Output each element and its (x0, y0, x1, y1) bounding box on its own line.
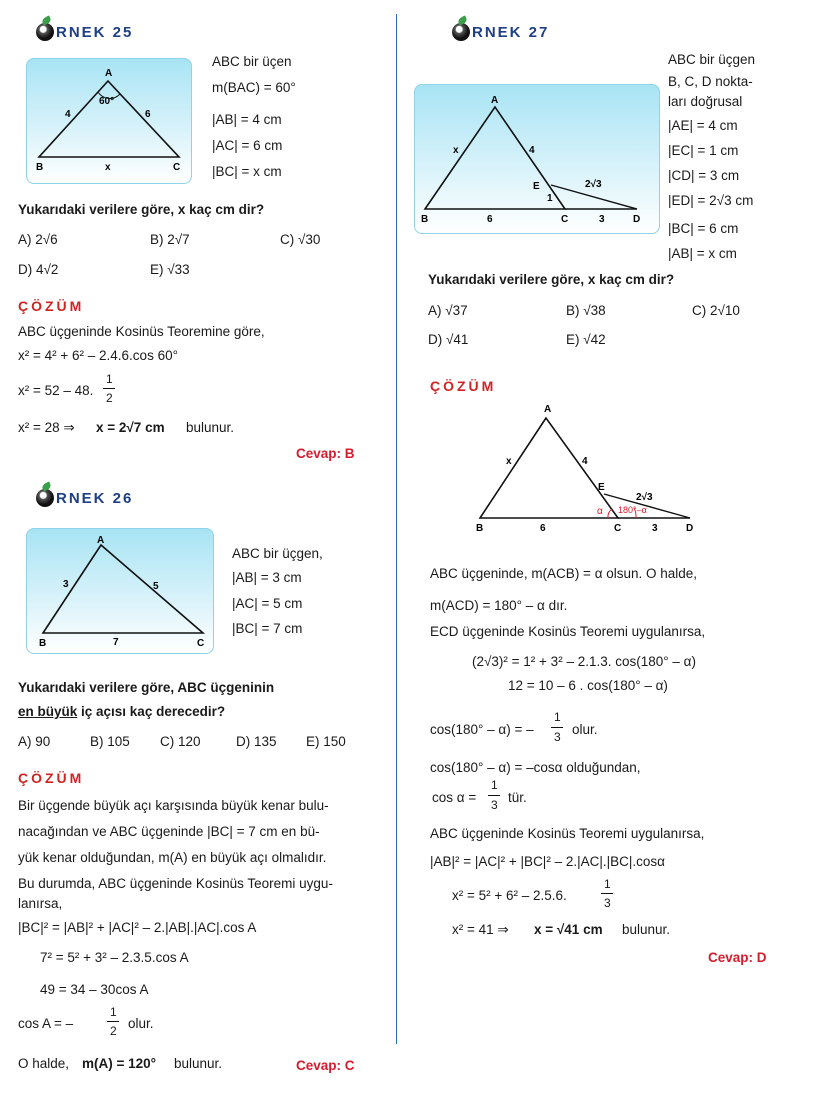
given-25-1: m(BAC) = 60° (212, 80, 296, 95)
choice-26-d: D) 135 (236, 734, 277, 749)
sol-27-line-19: x² = 41 ⇒ (452, 922, 509, 937)
frac-26-bar (107, 1021, 119, 1022)
label-a: A (105, 68, 113, 79)
label-ae: 4 (582, 456, 588, 467)
sol-26-line-7: 49 = 34 – 30cos A (40, 982, 149, 997)
label-ed: 2√3 (636, 492, 653, 503)
answer-26: Cevap: C (296, 1058, 355, 1073)
label-cd: 3 (652, 523, 658, 534)
given-27-3: |AE| = 4 cm (668, 118, 738, 133)
frac-27a-den: 3 (554, 730, 561, 744)
sol-26-line-0: Bir üçgende büyük açı karşısında büyük kenar bulu- (18, 798, 329, 813)
answer-27: Cevap: D (708, 950, 767, 965)
given-25-4: |BC| = x cm (212, 164, 282, 179)
choice-26-e: E) 150 (306, 734, 346, 749)
sol-26-result: m(A) = 120° (82, 1056, 157, 1071)
label-alpha: α (597, 506, 603, 517)
example-26-heading: RNEK 26 (36, 486, 133, 510)
label-ab: x (506, 456, 512, 467)
given-27-1: B, C, D nokta- (668, 74, 753, 89)
example-25-heading: RNEK 25 (36, 20, 133, 44)
given-27-0: ABC bir üçgen (668, 52, 756, 67)
label-b: B (421, 214, 429, 225)
sol-26-line-1: nacağından ve ABC üçgeninde |BC| = 7 cm en bü- (18, 824, 320, 839)
given-27-2: ları doğrusal (668, 94, 743, 109)
question-26-emph: en büyük (18, 704, 78, 719)
frac-27b-den: 3 (491, 798, 498, 812)
label-c: C (197, 638, 205, 649)
example-27-figure (414, 84, 660, 234)
label-supp: 180°–α (618, 505, 647, 515)
sol-27-line-10: cos α = (432, 790, 477, 805)
label-ac: 6 (145, 109, 151, 120)
given-25-2: |AB| = 4 cm (212, 112, 282, 127)
label-e: E (533, 181, 540, 192)
sol-27-line-1: m(ACD) = 180° – α dır. (430, 598, 568, 613)
example-26-figure (26, 528, 214, 654)
choice-27-b: B) √38 (566, 303, 606, 318)
label-b: B (36, 162, 44, 173)
sol-27-result: x = √41 cm (534, 922, 603, 937)
label-c: C (614, 523, 622, 534)
question-27: Yukarıdaki verilere göre, x kaç cm dir? (428, 272, 675, 287)
question-26-rest: iç açısı kaç derecedir? (77, 704, 226, 719)
given-27-5: |CD| = 3 cm (668, 168, 740, 183)
sol-25-line-2: x² = 52 – 48. (18, 383, 94, 398)
label-ed: 2√3 (585, 179, 602, 190)
label-ae: 4 (529, 145, 535, 156)
choice-27-a: A) √37 (428, 303, 468, 318)
solution-26-heading: ÇÖZÜM (18, 770, 85, 786)
choice-26-a: A) 90 (18, 734, 51, 749)
sol-27-line-5: cos(180° – α) = – (430, 722, 534, 737)
label-b: B (39, 638, 47, 649)
sol-27-olur: olur. (572, 722, 598, 737)
sol-25-line-0: ABC üçgeninde Kosinüs Teoremine göre, (18, 324, 265, 339)
label-ab: x (453, 145, 459, 156)
triangle-25 (27, 59, 191, 183)
given-26-1: |AB| = 3 cm (232, 570, 302, 585)
frac-27b-num: 1 (491, 778, 498, 792)
sol-27-line-14: ABC üçgeninde Kosinüs Teoremi uygulanırsa, (430, 826, 705, 841)
question-26-line2 (18, 704, 225, 719)
label-ab: 4 (65, 109, 71, 120)
sol-26-bulunur: bulunur. (174, 1056, 223, 1071)
label-bc: 7 (113, 637, 119, 648)
label-angle: 60° (99, 96, 115, 107)
label-d: D (686, 523, 694, 534)
question-26-line1: Yukarıdaki verilere göre, ABC üçgeninin (18, 680, 275, 695)
column-divider (396, 14, 397, 1044)
triangle-26 (27, 529, 213, 653)
sol-27-bulunur: bulunur. (622, 922, 671, 937)
frac-27b-bar (488, 795, 500, 796)
choice-25-b: B) 2√7 (150, 232, 190, 247)
sol-25-line-5: x² = 28 ⇒ (18, 420, 75, 435)
choice-25-c: C) √30 (280, 232, 321, 247)
given-26-0: ABC bir üçgen, (232, 546, 323, 561)
label-ec: 1 (547, 193, 553, 204)
label-b: B (476, 523, 484, 534)
label-e: E (598, 482, 605, 493)
frac-27a-bar (551, 727, 563, 728)
sol-26-line-3: Bu durumda, ABC üçgeninde Kosinüs Teoremi uygu- (18, 876, 333, 891)
frac-27c-num: 1 (604, 877, 611, 891)
label-a: A (491, 95, 499, 106)
given-26-3: |BC| = 7 cm (232, 621, 303, 636)
choice-27-e: E) √42 (566, 332, 606, 347)
solution-27-heading: ÇÖZÜM (430, 378, 497, 394)
sol-26-olur: olur. (128, 1016, 154, 1031)
frac-25-den: 2 (106, 391, 113, 405)
answer-25: Cevap: B (296, 446, 355, 461)
given-27-7: |BC| = 6 cm (668, 221, 739, 236)
choice-27-c: C) 2√10 (692, 303, 740, 318)
choice-27-d: D) √41 (428, 332, 469, 347)
ornek-o-icon (452, 23, 470, 41)
sol-26-line-5: |BC|² = |AB|² + |AC|² – 2.|AB|.|AC|.cos A (18, 920, 257, 935)
frac-27a-num: 1 (554, 710, 561, 724)
ornek-o-icon (36, 23, 54, 41)
sol-27-line-4: 12 = 10 – 6 . cos(180° – α) (508, 678, 668, 693)
choice-25-e: E) √33 (150, 262, 190, 277)
label-ab: 3 (63, 579, 69, 590)
label-ac: 5 (153, 581, 159, 592)
choice-25-a: A) 2√6 (18, 232, 58, 247)
sol-25-result: x = 2√7 cm (96, 420, 165, 435)
label-c: C (173, 162, 181, 173)
label-a: A (97, 535, 105, 546)
ornek-o-icon (36, 489, 54, 507)
label-bc: x (105, 162, 111, 173)
choice-26-b: B) 105 (90, 734, 130, 749)
solution-27-figure (466, 400, 706, 536)
sol-27-line-3: (2√3)² = 1² + 3² – 2.1.3. cos(180° – α) (472, 654, 696, 669)
given-27-8: |AB| = x cm (668, 246, 737, 261)
sol-27-tur: tür. (508, 790, 527, 805)
label-bc: 6 (540, 523, 546, 534)
given-25-3: |AC| = 6 cm (212, 138, 283, 153)
label-bc: 6 (487, 214, 493, 225)
question-25: Yukarıdaki verilere göre, x kaç cm dir? (18, 202, 265, 217)
frac-26-num: 1 (110, 1005, 117, 1019)
given-25-0: ABC bir üçen (212, 54, 292, 69)
sol-25-line-1: x² = 4² + 6² – 2.4.6.cos 60° (18, 348, 178, 363)
sol-26-line-6: 7² = 5² + 3² – 2.3.5.cos A (40, 950, 189, 965)
sol-26-line-4: lanırsa, (18, 896, 63, 911)
frac-26-den: 2 (110, 1024, 117, 1038)
label-cd: 3 (599, 214, 605, 225)
sol-27-line-16: x² = 5² + 6² – 2.5.6. (452, 888, 567, 903)
label-d: D (633, 214, 641, 225)
sol-26-ohalde: O halde, (18, 1056, 70, 1071)
choice-26-c: C) 120 (160, 734, 201, 749)
sol-27-line-9: cos(180° – α) = –cosα olduğundan, (430, 760, 641, 775)
sol-26-line-8: cos A = – (18, 1016, 74, 1031)
example-25-figure (26, 58, 192, 184)
sol-27-line-2: ECD üçgeninde Kosinüs Teoremi uygulanırsa, (430, 624, 706, 639)
given-27-4: |EC| = 1 cm (668, 143, 739, 158)
given-26-2: |AC| = 5 cm (232, 596, 303, 611)
sol-27-line-0: ABC üçgeninde, m(ACB) = α olsun. O halde, (430, 566, 698, 581)
sol-26-line-2: yük kenar olduğundan, m(A) en büyük açı olmalıdır. (18, 850, 327, 865)
given-27-6: |ED| = 2√3 cm (668, 193, 754, 208)
frac-27c-bar (601, 893, 613, 894)
frac-27c-den: 3 (604, 896, 611, 910)
label-c: C (561, 214, 569, 225)
triangle-27 (415, 85, 659, 233)
solution-25-heading: ÇÖZÜM (18, 298, 85, 314)
choice-25-d: D) 4√2 (18, 262, 59, 277)
frac-25-num: 1 (106, 372, 113, 386)
example-27-heading: RNEK 27 (452, 20, 549, 44)
sol-25-bulunur: bulunur. (186, 420, 235, 435)
sol-27-line-15: |AB|² = |AC|² + |BC|² – 2.|AC|.|BC|.cosα (430, 854, 665, 869)
frac-25-bar (103, 388, 115, 389)
label-a: A (544, 404, 552, 415)
